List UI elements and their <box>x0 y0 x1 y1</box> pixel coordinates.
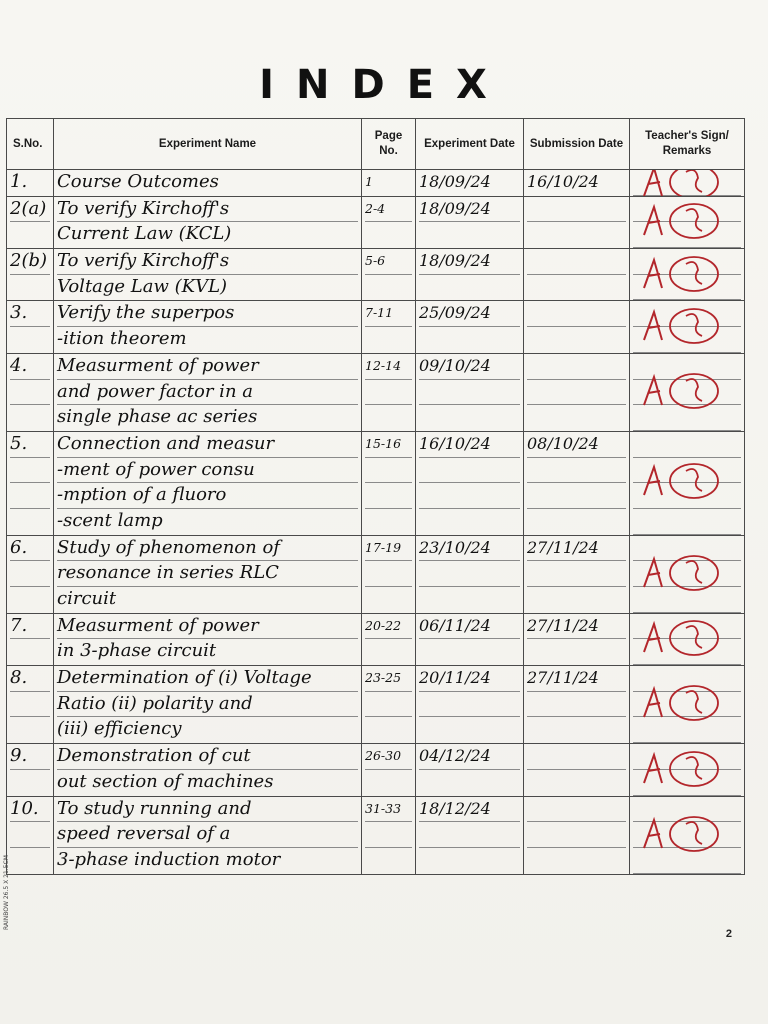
cell-page-no <box>362 796 416 874</box>
cell-page-no <box>362 744 416 796</box>
ruled-line: 27/11/24 <box>527 614 626 640</box>
table-row <box>7 431 745 535</box>
ruled-line <box>527 275 626 300</box>
table-row <box>7 666 745 744</box>
ruled-line <box>527 717 626 742</box>
experiment-name-line: Voltage Law (KVL) <box>57 275 228 297</box>
ruled-line <box>419 770 520 795</box>
ruled-line: 7-11 <box>365 301 412 327</box>
experiment-name-line: -ition theorem <box>57 328 187 350</box>
ruled-line: 6. <box>10 536 50 562</box>
ruled-line <box>419 405 520 430</box>
page-number: 2 <box>725 928 732 940</box>
teacher-signature <box>638 461 724 501</box>
teacher-signature <box>638 306 724 346</box>
cell-experiment-date <box>416 535 524 613</box>
cell-teacher-sign <box>630 196 745 248</box>
experiment-name-line: Measurment of power <box>57 614 358 640</box>
ruled-line <box>419 587 520 612</box>
cell-experiment-name <box>54 170 362 197</box>
cell-sno <box>7 744 54 796</box>
table-row <box>7 613 745 665</box>
cell-sno <box>7 353 54 431</box>
experiment-name-line: Connection and measur <box>57 432 358 458</box>
experiment-name-line: To study running and <box>57 797 358 823</box>
cell-teacher-sign <box>630 744 745 796</box>
experiment-name-line: single phase ac series <box>57 406 258 428</box>
ruled-line <box>527 848 626 873</box>
ruled-line <box>419 717 520 742</box>
ruled-line <box>10 822 50 848</box>
ruled-line <box>10 587 50 612</box>
experiment-name-line: To verify Kirchoff's <box>57 197 358 223</box>
teacher-signature <box>638 749 724 789</box>
ruled-line: 16/10/24 <box>527 172 599 191</box>
ruled-line: 5. <box>10 432 50 458</box>
experiment-name-line: -ment of power consu <box>57 458 358 484</box>
ruled-line: 1. <box>10 171 28 192</box>
teacher-signature <box>638 371 724 411</box>
ruled-line <box>633 509 741 535</box>
cell-teacher-sign <box>630 353 745 431</box>
cell-experiment-name <box>54 796 362 874</box>
ruled-line <box>527 587 626 612</box>
cell-teacher-sign <box>630 535 745 613</box>
cell-experiment-name <box>54 431 362 535</box>
cell-teacher-sign <box>630 249 745 301</box>
header-experiment-date: Experiment Date <box>416 119 524 170</box>
teacher-signature <box>638 553 724 593</box>
ruled-line: 18/12/24 <box>419 797 520 823</box>
ruled-line: 18/09/24 <box>419 197 520 223</box>
experiment-name-line: To verify Kirchoff's <box>57 249 358 275</box>
cell-experiment-date <box>416 353 524 431</box>
header-submission-date: Submission Date <box>524 119 630 170</box>
ruled-line <box>527 327 626 352</box>
cell-experiment-name <box>54 196 362 248</box>
ruled-line <box>10 458 50 484</box>
table-row <box>7 535 745 613</box>
cell-page-no <box>362 353 416 431</box>
ruled-line: 15-16 <box>365 432 412 458</box>
table-row <box>7 744 745 796</box>
cell-experiment-date <box>416 196 524 248</box>
cell-submission-date <box>524 196 630 248</box>
table-row <box>7 796 745 874</box>
ruled-line: 20-22 <box>365 614 412 640</box>
cell-experiment-date <box>416 249 524 301</box>
cell-sno <box>7 431 54 535</box>
ruled-line: 2(a) <box>10 197 50 223</box>
experiment-name-line: Current Law (KCL) <box>57 223 232 245</box>
cell-submission-date <box>524 535 630 613</box>
ruled-line <box>10 222 50 247</box>
table-row <box>7 353 745 431</box>
table-row <box>7 196 745 248</box>
header-sno: S.No. <box>7 119 54 170</box>
ruled-line: 2(b) <box>10 249 50 275</box>
ruled-line <box>527 301 626 327</box>
ruled-line <box>10 848 50 873</box>
ruled-line <box>10 483 50 509</box>
ruled-line <box>527 822 626 848</box>
cell-sno <box>7 796 54 874</box>
cell-submission-date <box>524 613 630 665</box>
ruled-line <box>365 822 412 848</box>
cell-experiment-date <box>416 431 524 535</box>
ruled-line <box>365 405 412 430</box>
ruled-line: 1 <box>365 174 373 189</box>
experiment-name-line: Measurment of power <box>57 354 358 380</box>
ruled-line: 18/09/24 <box>419 172 491 191</box>
cell-experiment-date <box>416 796 524 874</box>
ruled-line <box>527 639 626 664</box>
ruled-line <box>365 561 412 587</box>
cell-page-no <box>362 613 416 665</box>
cell-submission-date <box>524 796 630 874</box>
experiment-name-line: in 3-phase circuit <box>57 640 217 662</box>
cell-sno <box>7 666 54 744</box>
experiment-name-line: Demonstration of cut <box>57 744 358 770</box>
ruled-line <box>527 380 626 406</box>
ruled-line: 27/11/24 <box>527 536 626 562</box>
experiment-name-line: (iii) efficiency <box>57 718 182 740</box>
ruled-line <box>527 561 626 587</box>
cell-experiment-date <box>416 301 524 353</box>
ruled-line <box>365 587 412 612</box>
cell-experiment-date <box>416 744 524 796</box>
ruled-line <box>419 822 520 848</box>
ruled-line: 9. <box>10 744 50 770</box>
ruled-line <box>10 327 50 352</box>
ruled-line <box>365 717 412 742</box>
ruled-line <box>527 222 626 247</box>
teacher-signature <box>638 814 724 854</box>
cell-experiment-name <box>54 666 362 744</box>
ruled-line <box>527 458 626 484</box>
experiment-name-line: out section of machines <box>57 770 274 792</box>
cell-submission-date <box>524 431 630 535</box>
cell-teacher-sign <box>630 170 745 197</box>
ruled-line: 20/11/24 <box>419 666 520 692</box>
ruled-line: 09/10/24 <box>419 354 520 380</box>
ruled-line <box>10 275 50 300</box>
experiment-name-line: Study of phenomenon of <box>57 536 358 562</box>
cell-sno <box>7 196 54 248</box>
ruled-line <box>365 275 412 300</box>
experiment-name-line: -mption of a fluoro <box>57 483 358 509</box>
cell-teacher-sign <box>630 431 745 535</box>
cell-experiment-name <box>54 249 362 301</box>
teacher-signature <box>638 254 724 294</box>
ruled-line: 17-19 <box>365 536 412 562</box>
experiment-name-line: -scent lamp <box>57 509 163 531</box>
experiment-name-line: circuit <box>57 588 117 609</box>
experiment-name-line: resonance in series RLC <box>57 561 358 587</box>
ruled-line: 16/10/24 <box>419 432 520 458</box>
cell-experiment-name <box>54 744 362 796</box>
ruled-line <box>527 692 626 718</box>
ruled-line <box>10 717 50 742</box>
cell-submission-date <box>524 353 630 431</box>
ruled-line <box>527 197 626 223</box>
ruled-line <box>365 327 412 352</box>
cell-submission-date <box>524 249 630 301</box>
teacher-signature <box>638 618 724 658</box>
ruled-line <box>527 249 626 275</box>
cell-teacher-sign <box>630 666 745 744</box>
ruled-line <box>10 380 50 406</box>
experiment-name-line: and power factor in a <box>57 380 358 406</box>
ruled-line <box>419 327 520 352</box>
ruled-line <box>527 744 626 770</box>
cell-teacher-sign <box>630 301 745 353</box>
cell-page-no <box>362 196 416 248</box>
cell-sno <box>7 170 54 197</box>
ruled-line <box>419 458 520 484</box>
ruled-line <box>365 483 412 509</box>
ruled-line <box>10 561 50 587</box>
cell-sno <box>7 535 54 613</box>
ruled-line <box>527 509 626 534</box>
ruled-line <box>419 380 520 406</box>
experiment-name-line: Ratio (ii) polarity and <box>57 692 358 718</box>
ruled-line <box>419 275 520 300</box>
index-table <box>6 118 745 875</box>
page-title: INDEX <box>259 62 509 108</box>
ruled-line <box>419 692 520 718</box>
cell-experiment-name <box>54 353 362 431</box>
cell-sno <box>7 613 54 665</box>
ruled-line <box>10 770 50 795</box>
ruled-line: 5-6 <box>365 249 412 275</box>
ruled-line: 25/09/24 <box>419 301 520 327</box>
ruled-line: 08/10/24 <box>527 432 626 458</box>
cell-sno <box>7 249 54 301</box>
cell-teacher-sign <box>630 796 745 874</box>
ruled-line <box>365 692 412 718</box>
ruled-line <box>527 483 626 509</box>
ruled-line: 12-14 <box>365 354 412 380</box>
table-header-row <box>7 119 745 170</box>
cell-experiment-date <box>416 613 524 665</box>
cell-submission-date <box>524 170 630 197</box>
cell-page-no <box>362 535 416 613</box>
cell-experiment-date <box>416 666 524 744</box>
experiment-name-line: Verify the superpos <box>57 301 358 327</box>
ruled-line: 06/11/24 <box>419 614 520 640</box>
ruled-line <box>419 222 520 247</box>
cell-experiment-date <box>416 170 524 197</box>
cell-teacher-sign <box>630 613 745 665</box>
ruled-line: 27/11/24 <box>527 666 626 692</box>
teacher-signature <box>638 683 724 723</box>
cell-page-no <box>362 249 416 301</box>
cell-page-no <box>362 431 416 535</box>
table-row <box>7 249 745 301</box>
ruled-line <box>365 848 412 873</box>
header-experiment-name: Experiment Name <box>54 119 362 170</box>
ruled-line: 8. <box>10 666 50 692</box>
ruled-line <box>633 432 741 458</box>
cell-page-no <box>362 170 416 197</box>
notebook-brand-edge: RAINBOW 26.5 X 21.5CM <box>3 855 10 930</box>
ruled-line <box>10 509 50 534</box>
ruled-line <box>365 380 412 406</box>
experiment-name-line: Determination of (i) Voltage <box>57 666 358 692</box>
ruled-line: 04/12/24 <box>419 744 520 770</box>
ruled-line: 18/09/24 <box>419 249 520 275</box>
experiment-name-line: speed reversal of a <box>57 822 358 848</box>
table-row <box>7 301 745 353</box>
cell-experiment-name <box>54 301 362 353</box>
cell-page-no <box>362 666 416 744</box>
cell-submission-date <box>524 666 630 744</box>
header-teacher-sign: Teacher's Sign/ Remarks <box>630 119 745 170</box>
ruled-line: 2-4 <box>365 197 412 223</box>
ruled-line <box>527 405 626 430</box>
ruled-line <box>10 405 50 430</box>
table-row <box>7 170 745 197</box>
teacher-signature <box>638 170 724 197</box>
experiment-name-line: Course Outcomes <box>57 171 219 192</box>
cell-submission-date <box>524 301 630 353</box>
ruled-line <box>419 561 520 587</box>
ruled-line: 3. <box>10 301 50 327</box>
ruled-line <box>419 639 520 664</box>
ruled-line <box>365 458 412 484</box>
cell-experiment-name <box>54 535 362 613</box>
ruled-line <box>365 509 412 534</box>
ruled-line <box>527 354 626 380</box>
ruled-line: 23/10/24 <box>419 536 520 562</box>
cell-experiment-name <box>54 613 362 665</box>
ruled-line: 26-30 <box>365 744 412 770</box>
cell-page-no <box>362 301 416 353</box>
cell-submission-date <box>524 744 630 796</box>
cell-sno <box>7 301 54 353</box>
ruled-line <box>419 848 520 873</box>
ruled-line <box>365 639 412 664</box>
ruled-line: 31-33 <box>365 797 412 823</box>
header-page-no: Page No. <box>362 119 416 170</box>
ruled-line: 23-25 <box>365 666 412 692</box>
ruled-line <box>10 639 50 664</box>
ruled-line <box>527 797 626 823</box>
ruled-line: 7. <box>10 614 50 640</box>
ruled-line <box>365 222 412 247</box>
ruled-line <box>419 483 520 509</box>
teacher-signature <box>638 201 724 241</box>
ruled-line <box>419 509 520 534</box>
experiment-name-line: 3-phase induction motor <box>57 848 281 870</box>
ruled-line <box>10 692 50 718</box>
ruled-line: 10. <box>10 797 50 823</box>
ruled-line <box>527 770 626 795</box>
ruled-line <box>365 770 412 795</box>
ruled-line: 4. <box>10 354 50 380</box>
